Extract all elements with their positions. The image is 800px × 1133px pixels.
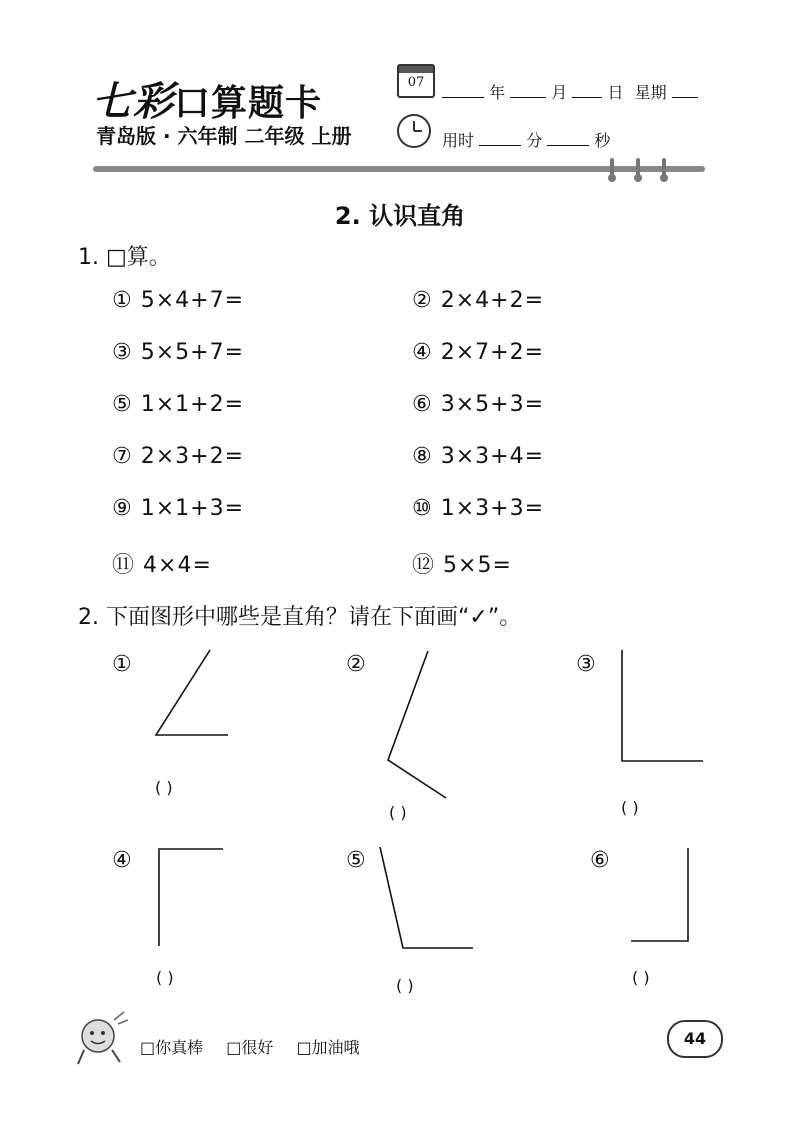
day-label: 日 (607, 83, 624, 102)
problem-expression: 1×1+3= (140, 496, 245, 521)
question-1-label: 1. □算。 (78, 245, 171, 270)
figure-number: ⑤ (346, 848, 366, 873)
angle-figure-2 (388, 651, 446, 798)
problem-number: ② (412, 288, 433, 313)
answer-parentheses[interactable]: ( ) (396, 976, 414, 995)
problem-expression: 2×7+2= (440, 340, 545, 365)
question-2-label: 2. 下面图形中哪些是直角？请在下面画“✓”。 (78, 605, 522, 630)
angle-figure-4 (159, 849, 223, 946)
page-number: 44 (667, 1020, 723, 1058)
problem-expression: 2×3+2= (140, 444, 245, 469)
answer-parentheses[interactable]: ( ) (389, 803, 407, 822)
option-great[interactable]: □你真棒 (140, 1038, 204, 1057)
weekday-label: 星期 (634, 83, 667, 102)
problem-number: ⑨ (112, 496, 133, 521)
problem-expression: 4×4= (143, 553, 212, 578)
calendar-number: 07 (407, 75, 425, 90)
answer-parentheses[interactable]: ( ) (621, 798, 639, 817)
figure-number: ② (346, 652, 366, 677)
problem-expression: 1×1+2= (140, 392, 245, 417)
month-label: 月 (551, 83, 568, 102)
problem-number: ⑧ (412, 444, 433, 469)
figure-number: ⑥ (590, 848, 610, 873)
problem-expression: 3×5+3= (440, 392, 545, 417)
angle-figure-1 (156, 650, 228, 735)
problem-expression: 5×4+7= (140, 288, 245, 313)
angle-figure-5 (380, 847, 473, 948)
answer-parentheses[interactable]: ( ) (156, 968, 174, 987)
angle-figure-3 (622, 650, 703, 761)
option-keep-going[interactable]: □加油哦 (296, 1038, 360, 1057)
problem-number: ⑪ (112, 553, 136, 578)
problem-number: ③ (112, 340, 133, 365)
problem-number: ⑤ (112, 392, 133, 417)
figure-number: ① (112, 652, 132, 677)
time-label: 用时 (442, 131, 475, 150)
problem-expression: 5×5= (443, 553, 512, 578)
seconds-label: 秒 (594, 131, 611, 150)
self-evaluation-options (140, 1035, 378, 1058)
year-label: 年 (489, 83, 506, 102)
answer-parentheses[interactable]: ( ) (632, 968, 650, 987)
problem-number: ⑩ (412, 496, 433, 521)
figure-number: ③ (576, 652, 596, 677)
angle-figure-6 (631, 848, 688, 941)
problem-expression: 2×4+2= (440, 288, 545, 313)
problem-number: ① (112, 288, 133, 313)
problem-number: ⑫ (412, 553, 436, 578)
edition-label: 青岛版 · 六年制 二年级 上册 (96, 124, 352, 148)
problem-expression: 3×3+4= (440, 444, 545, 469)
page-title: 2. 认识直角 (334, 202, 466, 230)
problem-expression: 1×3+3= (440, 496, 545, 521)
figure-number: ④ (112, 848, 132, 873)
mascot-illustration (70, 1010, 130, 1068)
answer-parentheses[interactable]: ( ) (155, 778, 173, 797)
problem-number: ④ (412, 340, 433, 365)
minutes-label: 分 (526, 131, 543, 150)
brand-swash: 七彩 (92, 78, 174, 125)
problem-number: ⑥ (412, 392, 433, 417)
brand-rest: 口算题卡 (174, 83, 323, 124)
problem-expression: 5×5+7= (140, 340, 245, 365)
option-good[interactable]: □很好 (226, 1038, 274, 1057)
problem-number: ⑦ (112, 444, 133, 469)
